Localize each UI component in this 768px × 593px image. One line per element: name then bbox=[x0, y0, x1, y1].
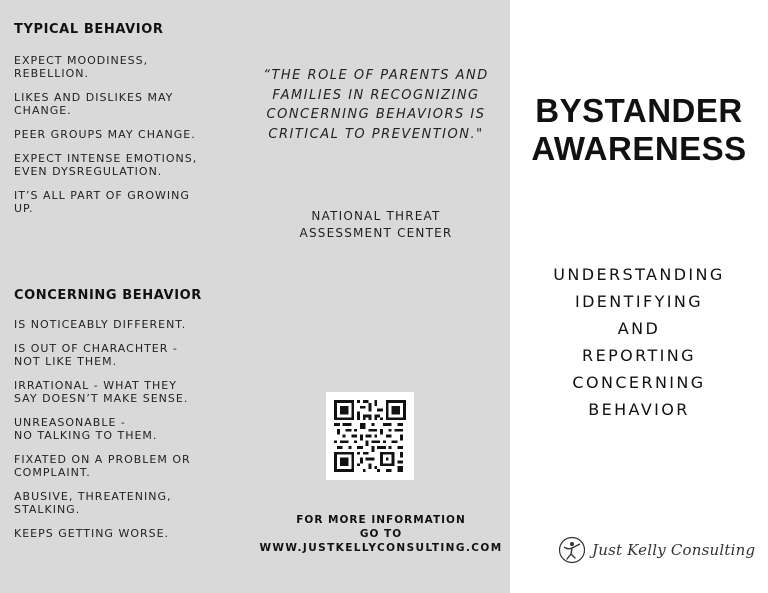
logo-text: Just Kelly Consulting bbox=[592, 541, 756, 559]
more-info bbox=[252, 513, 510, 555]
quote-attribution: NATIONAL THREAT ASSESSMENT CENTER bbox=[299, 209, 453, 240]
list-item: UNREASONABLE - NO TALKING TO THEM. bbox=[14, 416, 158, 442]
list-item: IS NOTICEABLY DIFFERENT. bbox=[14, 318, 187, 331]
page-title: BYSTANDER AWARENESS bbox=[531, 92, 747, 167]
typical-behavior-list bbox=[14, 54, 244, 226]
list-item: FIXATED ON A PROBLEM OR COMPLAINT. bbox=[14, 453, 191, 479]
list-item: LIKES AND DISLIKES MAY CHANGE. bbox=[14, 91, 174, 117]
concerning-behavior-list bbox=[14, 318, 244, 551]
more-info-line1: FOR MORE INFORMATION bbox=[296, 514, 466, 526]
cover-panel bbox=[510, 0, 768, 593]
qr-code[interactable] bbox=[326, 392, 414, 480]
list-item: KEEPS GETTING WORSE. bbox=[14, 527, 170, 540]
inside-middle-panel bbox=[252, 0, 510, 593]
list-item: IRRATIONAL - WHAT THEY SAY DOESN’T MAKE SENSE. bbox=[14, 379, 189, 405]
quote-text: “THE ROLE OF PARENTS AND FAMILIES IN RECOGNIZING CONCERNING BEHAVIORS IS CRITICAL TO PREVENTION." bbox=[263, 68, 489, 142]
list-item: IS OUT OF CHARACHTER - NOT LIKE THEM. bbox=[14, 342, 178, 368]
list-item: IT’S ALL PART OF GROWING UP. bbox=[14, 189, 190, 215]
person-circle-logo-icon bbox=[558, 536, 586, 564]
inside-left-panel bbox=[0, 0, 252, 593]
cover-subtitle: UNDERSTANDING IDENTIFYING AND REPORTING CONCERNING BEHAVIOR bbox=[553, 265, 725, 419]
qr-code-icon bbox=[334, 400, 406, 472]
website-link[interactable]: WWW.JUSTKELLYCONSULTING.COM bbox=[259, 542, 503, 554]
concerning-behavior-heading: CONCERNING BEHAVIOR bbox=[14, 288, 202, 303]
list-item: ABUSIVE, THREATENING, STALKING. bbox=[14, 490, 172, 516]
list-item: EXPECT MOODINESS, REBELLION. bbox=[14, 54, 149, 80]
company-logo bbox=[558, 534, 755, 566]
list-item: PEER GROUPS MAY CHANGE. bbox=[14, 128, 196, 141]
list-item: EXPECT INTENSE EMOTIONS, EVEN DYSREGULATION. bbox=[14, 152, 198, 178]
more-info-line2: GO TO bbox=[359, 528, 403, 540]
typical-behavior-heading: TYPICAL BEHAVIOR bbox=[14, 22, 164, 37]
